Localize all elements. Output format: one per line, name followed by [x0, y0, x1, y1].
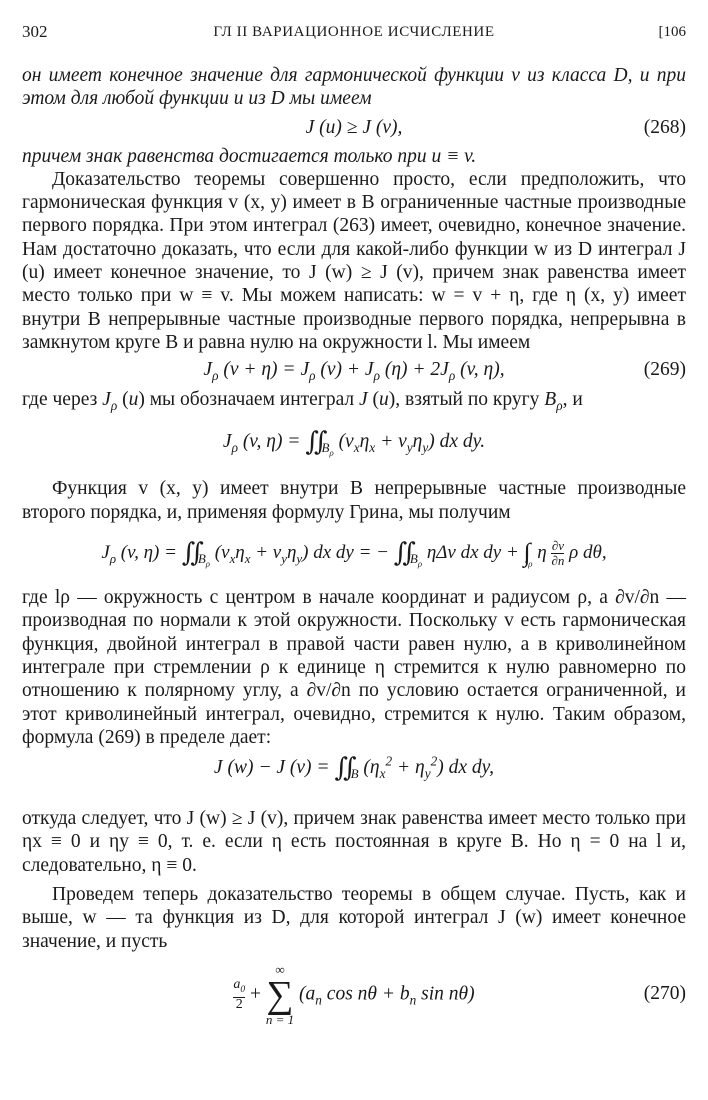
- equation-268-number: (268): [643, 116, 686, 138]
- paragraph-conclusion: откуда следует, что J (w) ≥ J (v), причем знак равенства имеет место только при ηx ≡ 0 и ηy ≡ 0, т. е. если η есть постоянная в круге B. Но η = 0 на l и, следовательно, η ≡ 0.: [22, 808, 686, 876]
- running-head: ГЛ II ВАРИАЦИОННОЕ ИСЧИСЛЕНИЕ: [213, 24, 495, 40]
- equation-269: [22, 354, 686, 388]
- equation-269-number: (269): [643, 359, 686, 381]
- equation-limit: [22, 749, 686, 799]
- equation-limit-body: J (w) − J $(v) = ∬_B$ $(\eta_x^2 + \eta_y^2)$ dx dy,: [213, 753, 495, 783]
- equation-268-body: J (u) ≥ J (v),: [305, 116, 403, 138]
- equation-green: [22, 524, 686, 586]
- equation-definition-body: $J_\rho$ (v, $\eta) = ∬_{B_\rho}$ $(v_x\eta_x + v_y\eta_y)$ dx dy.: [222, 427, 486, 458]
- equation-270-number: (270): [643, 982, 686, 1004]
- page-header: [22, 22, 686, 50]
- equation-green-body: $J_\rho$ (v, $\eta) = ∬_{B_\rho}$ $(v_x\eta_x + v_y\eta_y)$ dx dy = − $∬_{B_\rho}$ ηΔv dx dy + $\int_{l_\rho}$ η $\frac{\partial v}{\partial n}$ ρ dθ,: [101, 538, 607, 569]
- paragraph-notation: где через $J_\rho$ (u) мы обозначаем интеграл J (u), взятый по кругу $B_\rho$, и: [22, 389, 583, 414]
- paragraph-proof: Доказательство теоремы совершенно просто, если предположить, что гармоническая функция v (x, y) имеет в B ограниченные частные производные первого порядка. При этом интеграл (263) имеет, очевидно, конечное значение. Нам достаточно доказать, что если для какой-либо функции w из D интеграл J (u) имеет конечное значение, то J (w) ≥ J (v), причем знак равенства имеет место только при w ≡ v. Мы можем написать: w = v + η, где η (x, y) имеет внутри B непрерывные частные производные первого порядка, непрерывна в замкнутом круге B и равна нулю на окружности l. Мы имеем: [22, 168, 686, 353]
- page-number: 302: [22, 22, 48, 41]
- equation-268: [22, 111, 686, 145]
- equation-269-body: $J_\rho$ $(v + \eta) = J_\rho$ $(v) + J_\rho$ $(\eta) + 2J_\rho$ (v, η),: [203, 359, 505, 384]
- equation-definition: [22, 417, 686, 471]
- equation-270-body: $\frac{a_0}{2}$ + ∞ ∑ n = 1 ($a_n$ $\cos n\theta + b_n$ sin nθ): [233, 961, 475, 1027]
- paragraph-general-case: Проведем теперь доказательство теоремы в общем случае. Пусть, как и выше, w — та функция из D, для которой интеграл J (w) имеет конечное значение, и пусть: [22, 884, 686, 952]
- theorem-text-2: причем знак равенства достигается только при u ≡ v.: [22, 145, 477, 167]
- equation-270: [22, 957, 686, 1027]
- book-page: [22, 22, 686, 1027]
- theorem-text-1: он имеет конечное значение для гармонической функции v из класса D, и при этом для любой функции u из D мы имеем: [22, 65, 686, 110]
- paragraph-green: Функция v (x, y) имеет внутри B непрерывные частные производные второго порядка, и, применяя формулу Грина, мы получим: [22, 478, 686, 523]
- section-number: [106: [658, 24, 686, 40]
- paragraph-circle: где lρ — окружность с центром в начале координат и радиусом ρ, а ∂v/∂n — производная по нормали к этой окружности. Поскольку v есть гармоническая функция, двойной интеграл в правой части равен нулю, а в криволинейном интеграле при стремлении ρ к единице η стремится к нулю равномерно по отношению к полярному углу, а ∂v/∂n по условию остается ограниченной, и этот криволинейный интеграл, очевидно, стремится к нулю. Таким образом, формула (269) в пределе дает:: [22, 587, 686, 748]
